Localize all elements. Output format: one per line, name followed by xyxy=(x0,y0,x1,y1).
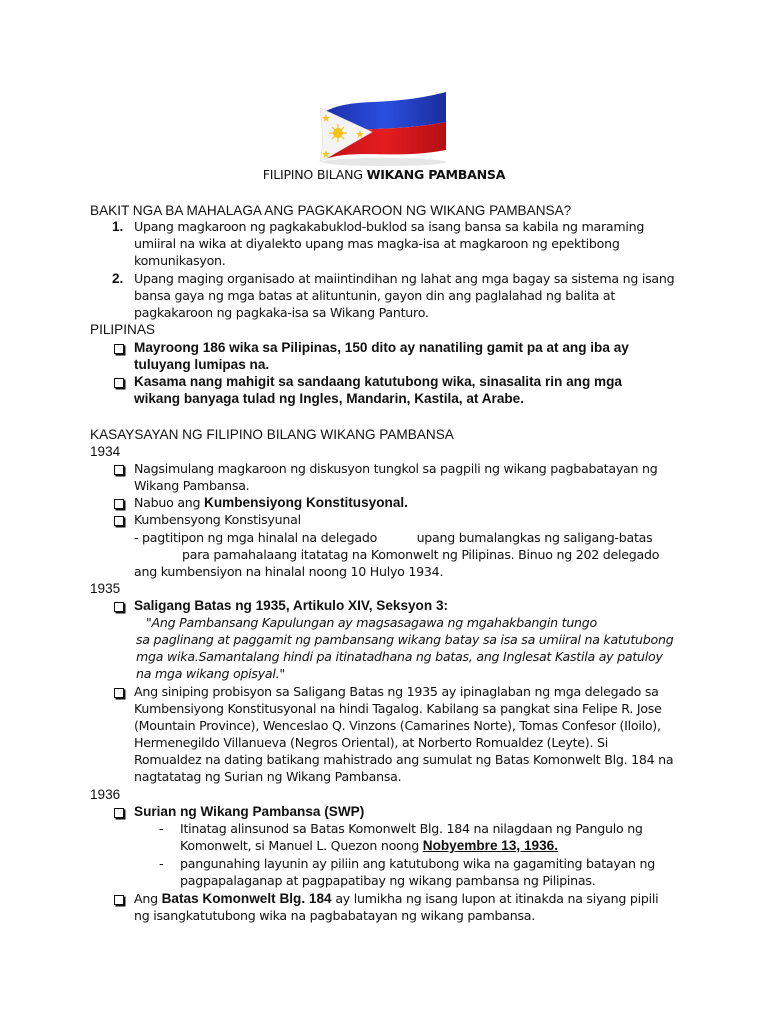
list-item-line xyxy=(134,890,694,907)
sub-list-line: Itinatag alinsunod sa Batas Komonwelt Blg. 184 na nilagdaan ng Pangulo ng xyxy=(180,821,643,836)
sub-list-text: Komonwelt, si Manuel L. Quezon noong xyxy=(180,838,419,853)
dash-bullet: - xyxy=(159,856,164,871)
sub-list-line xyxy=(180,837,680,854)
definition-line: para pamahalaang itatatag na Komonwelt ng Pilipinas. Binuo ng 202 delegado xyxy=(182,547,660,562)
list-item-line: pagkakaroon ng pagkaka-isa sa Wikang Panturo. xyxy=(134,305,429,320)
list-item-line: komunikasyon. xyxy=(134,253,226,268)
checkbox-bullet-icon xyxy=(114,499,124,509)
list-item: Kumbensyong Konstisyunal xyxy=(134,512,301,527)
checkbox-bullet-icon xyxy=(114,808,124,818)
section-heading-pilipinas: PILIPINAS xyxy=(90,322,155,337)
definition-part-2: upang bumalangkas ng saligang-batas xyxy=(416,530,653,545)
list-item xyxy=(134,373,694,407)
list-item-text: Ang xyxy=(134,891,158,906)
list-item-line: Wikang Pambansa. xyxy=(134,478,250,493)
checkbox-bullet-icon xyxy=(114,344,124,354)
list-item-line: Upang maging organisado at maiintindihan ng lahat ang mga bagay sa sistema ng isang xyxy=(134,271,675,286)
list-item-line: (Mountain Province), Wenceslao Q. Vinzons (Camarines Norte), Tomas Confesor (Iloilo), xyxy=(134,718,661,733)
list-item-line: Kasama nang mahigit sa sandaang katutubong wika, sinasalita rin ang mga xyxy=(134,374,622,389)
title-part-1: FILIPINO xyxy=(262,167,314,182)
definition-part-1: - pagtitipon ng mga hinalal na delegado xyxy=(134,530,378,545)
title-part-3: WIKANG PAMBANSA xyxy=(366,167,506,182)
checkbox-bullet-icon xyxy=(114,602,124,612)
checkbox-bullet-icon xyxy=(114,465,124,475)
checkbox-bullet-icon xyxy=(114,516,124,526)
date-highlight: Nobyembre 13, 1936. xyxy=(422,838,559,853)
list-item-line: wikang banyaga tulad ng Ingles, Mandarin, Kastila, at Arabe. xyxy=(134,391,525,406)
list-number: 2. xyxy=(112,271,124,286)
sub-list-line: pagpapalaganap at pagpapatibay ng wikang pambansa ng Pilipinas. xyxy=(180,873,596,888)
sub-list-line: pangunahing layunin ay piliin ang katutubong wika na gagamiting batayan ng xyxy=(180,856,655,871)
year-heading-1934: 1934 xyxy=(90,444,121,459)
list-item-bold: Surian ng Wikang Pambansa (SWP) xyxy=(134,804,365,819)
list-item-line: tuluyang lumipas na. xyxy=(134,357,270,372)
list-item-line: Nagsimulang magkaroon ng diskusyon tungkol sa pagpili ng wikang pagbabatayan ng xyxy=(134,461,658,476)
quote-line: sa paglinang at paggamit ng pambansang wikang batay sa isa sa umiiral na katutubong xyxy=(136,632,674,647)
list-item-text: Nabuo ang xyxy=(134,495,201,510)
checkbox-bullet-icon xyxy=(114,378,124,388)
dash-bullet: - xyxy=(159,821,164,836)
list-item xyxy=(134,460,694,494)
year-heading-1936: 1936 xyxy=(90,787,121,802)
bold-term: Kumbensiyong Konstitusyonal. xyxy=(204,495,408,510)
sub-list-item xyxy=(180,820,680,854)
list-item-line: Hermenegildo Villanueva (Negros Oriental), at Norberto Romualdez (Leyte). Si xyxy=(134,735,608,750)
list-item xyxy=(134,270,694,321)
list-item-line: Romualdez na dating batikang mahistrado ang sumulat ng Batas Komonwelt Blg. 184 na xyxy=(134,752,674,767)
quote-line: "Ang Pambansang Kapulungan ay magsasagawa ng mgahakbangin tungo xyxy=(146,615,597,630)
list-item-text: ay lumikha ng isang lupon at itinakda na siyang pipili xyxy=(335,891,659,906)
checkbox-bullet-icon xyxy=(114,895,124,905)
section-heading-history: KASAYSAYAN NG FILIPINO BILANG WIKANG PAMBANSA xyxy=(90,427,454,442)
definition-line: ang kumbensiyon na hinalal noong 10 Hulyo 1934. xyxy=(134,564,444,579)
document-title xyxy=(0,166,768,183)
list-item-line: bansa gaya ng mga batas at alituntunin, gayon din ang paglalahad ng balita at xyxy=(134,288,616,303)
list-item-line: Mayroong 186 wika sa Pilipinas, 150 dito ay nanatiling gamit pa at ang iba ay xyxy=(134,340,629,355)
quote-line: mga wika.Samantalang hindi pa itinatadhana ng batas, ang Inglesat Kastila ay patuloy xyxy=(136,649,663,664)
list-item-line: Upang magkaroon ng pagkakabuklod-buklod sa isang bansa sa kabila ng maraming xyxy=(134,219,645,234)
sub-list-item xyxy=(180,855,680,889)
list-item xyxy=(134,494,694,511)
list-item-line: Ang siniping probisyon sa Saligang Batas ng 1935 ay ipinaglaban ng mga delegado sa xyxy=(134,684,659,699)
quote-line: na mga wikang opisyal." xyxy=(136,666,285,681)
bold-term: Batas Komonwelt Blg. 184 xyxy=(161,891,332,906)
definition-line xyxy=(134,529,694,546)
list-item xyxy=(134,683,694,785)
section-heading-importance: BAKIT NGA BA MAHALAGA ANG PAGKAKAROON NG WIKANG PAMBANSA? xyxy=(90,203,572,218)
list-item-line: Kumbensiyong Konstitusyonal na hindi Tagalog. Kabilang sa pangkat sina Felipe R. Jose xyxy=(134,701,662,716)
list-item-bold: Saligang Batas ng 1935, Artikulo XIV, Seksyon 3: xyxy=(134,598,449,613)
year-heading-1935: 1935 xyxy=(90,581,121,596)
checkbox-bullet-icon xyxy=(114,688,124,698)
list-item xyxy=(134,890,694,924)
philippine-flag-image xyxy=(314,88,448,168)
list-item-line: ng isangkatutubong wika na pagbabatayan ng wikang pambansa. xyxy=(134,908,536,923)
list-item-line: nagtatatag ng Surian ng Wikang Pambansa. xyxy=(134,769,402,784)
list-item xyxy=(134,218,694,269)
title-part-2: BILANG xyxy=(316,167,363,182)
list-item-line: umiiral na wika at diyalekto upang mas magka-isa at magkaroon ng epektibong xyxy=(134,236,620,251)
list-item xyxy=(134,339,694,373)
list-number: 1. xyxy=(112,219,124,234)
